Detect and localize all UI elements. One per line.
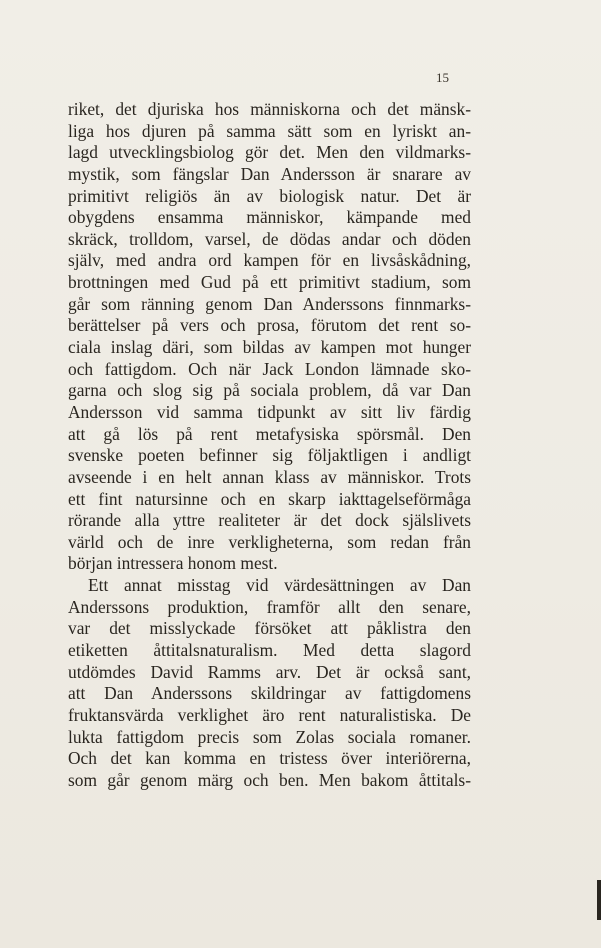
text-line: mystik, som fängslar Dan Andersson är snarare av	[68, 163, 471, 184]
text-line: brottningen med Gud på ett primitivt stadium, som	[68, 272, 471, 293]
text-line: går som ränning genom Dan Anderssons finnmarks-	[68, 293, 471, 314]
text-line: Andersson vid samma tidpunkt av sitt liv färdig	[68, 401, 471, 422]
text-line: ett fint natursinne och en skarp iakttagelseförmåga	[68, 488, 471, 509]
text-line: rörande alla yttre realiteter är det dock själslivets	[68, 510, 471, 531]
text-line: garna och slog sig på sociala problem, då var Dan	[68, 380, 471, 401]
body-text	[68, 99, 471, 792]
text-line: Ett annat misstag vid värdesättningen av Dan	[88, 575, 471, 596]
paragraph-2	[68, 575, 471, 791]
text-line: var det misslyckade försöket att påklistra den	[68, 618, 471, 639]
text-line: att gå lös på rent metafysiska spörsmål. Den	[68, 423, 471, 444]
text-line: utdömdes David Ramms arv. Det är också sant,	[68, 661, 471, 682]
text-line: värld och de inre verkligheterna, som redan från	[68, 531, 471, 552]
text-line: ciala inslag däri, som bildas av kampen mot hunger	[68, 337, 471, 358]
text-line: avseende i en helt annan klass av människor. Trots	[68, 466, 471, 487]
text-line: primitivt religiös än av biologisk natur. Det är	[68, 185, 471, 206]
text-line: obygdens ensamma människor, kämpande med	[68, 207, 471, 228]
text-line: Och det kan komma en tristess över interiörerna,	[68, 748, 471, 769]
text-line: berättelser på vers och prosa, förutom det rent so-	[68, 315, 471, 336]
page-edge-mark	[597, 880, 601, 920]
paragraph-1	[68, 99, 471, 575]
text-line: riket, det djuriska hos människorna och det mänsk-	[68, 99, 471, 119]
text-line: och fattigdom. Och när Jack London lämnade sko-	[68, 358, 471, 379]
text-line: etiketten åttitalsnaturalism. Med detta slagord	[68, 640, 471, 661]
text-line: fruktansvärda verklighet äro rent naturalistiska. De	[68, 704, 471, 725]
text-line: lukta fattigdom precis som Zolas sociala romaner.	[68, 726, 471, 747]
page-number: 15	[436, 70, 449, 85]
text-line: som går genom märg och ben. Men bakom åttitals-	[68, 769, 471, 790]
text-line: att Dan Anderssons skildringar av fattigdomens	[68, 683, 471, 704]
text-line: början intressera honom mest.	[68, 553, 278, 574]
text-line: skräck, trolldom, varsel, de dödas andar och döden	[68, 228, 471, 249]
text-line: Anderssons produktion, framför allt den senare,	[68, 596, 471, 617]
text-line: svenske poeten befinner sig följaktligen i andligt	[68, 445, 471, 466]
text-line: själv, med andra ord kampen för en livsåskådning,	[68, 250, 471, 271]
text-line: liga hos djuren på samma sätt som en lyriskt an-	[68, 120, 471, 141]
text-line: lagd utvecklingsbiolog gör det. Men den vildmarks-	[68, 142, 471, 163]
